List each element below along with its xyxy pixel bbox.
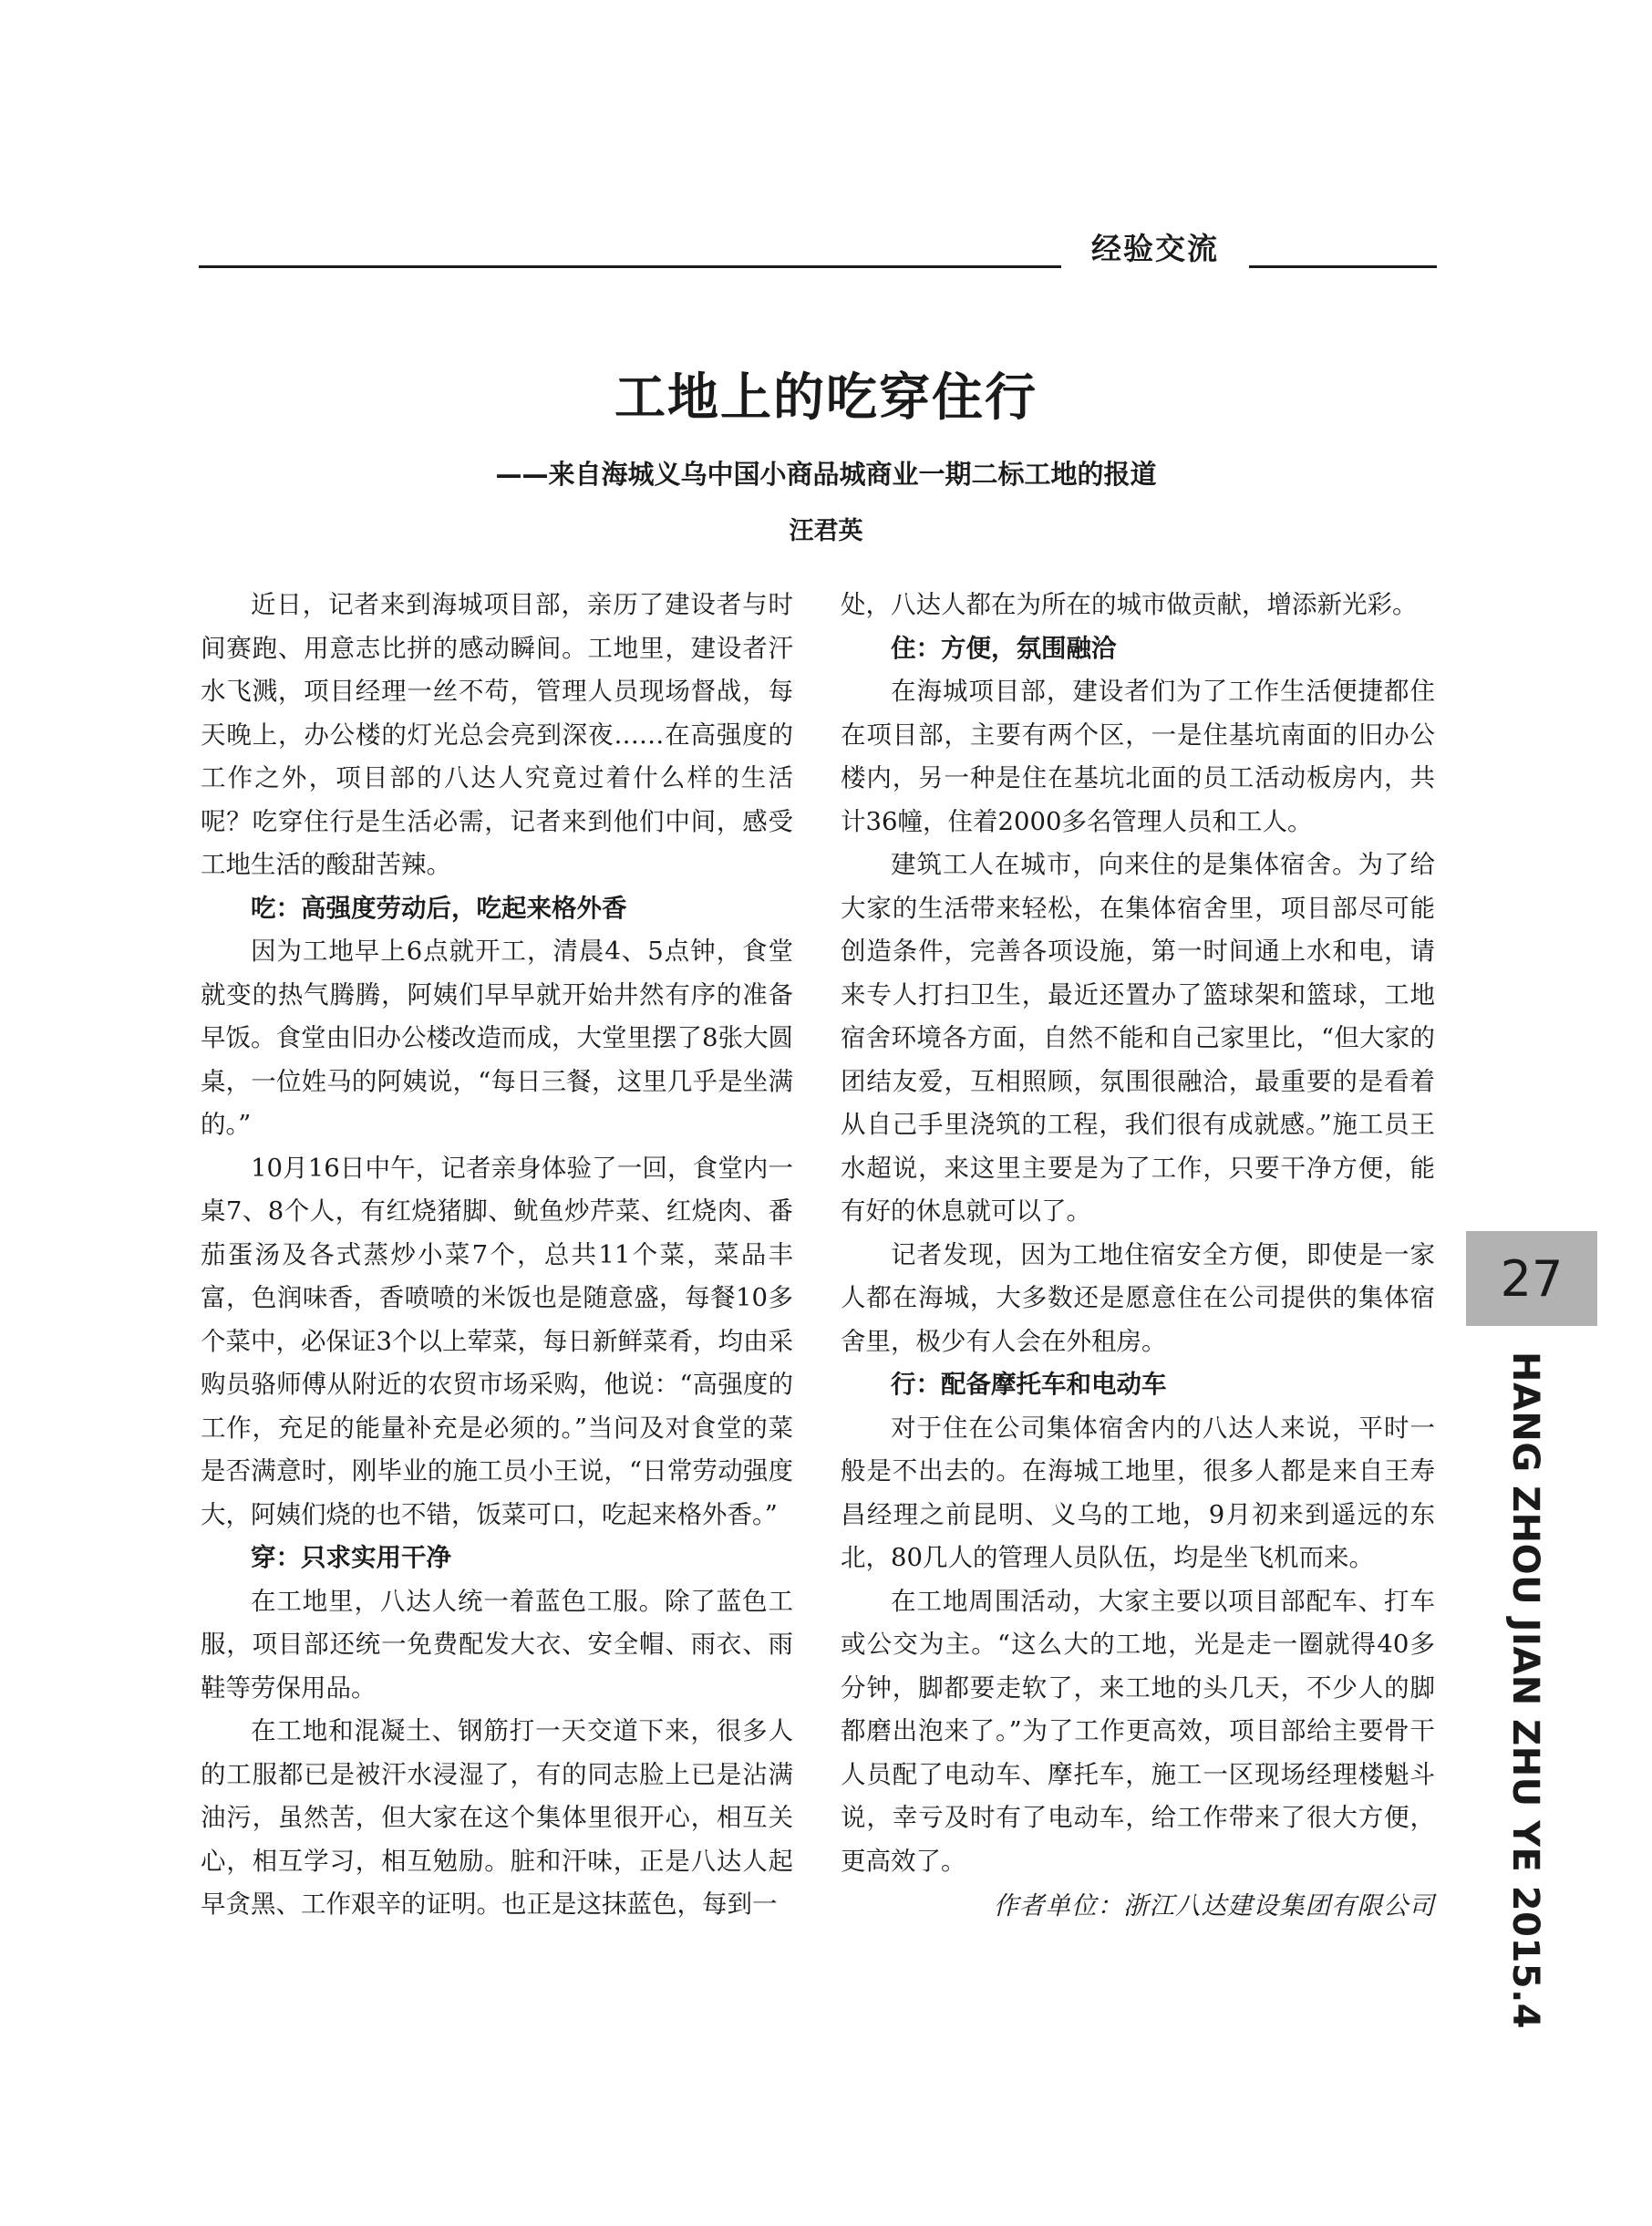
section-tag: 经验交流 bbox=[1091, 230, 1219, 266]
journal-running-title: HANG ZHOU JIAN ZHU YE 2015.4 bbox=[1504, 1351, 1546, 2030]
header-rule-left bbox=[199, 265, 1061, 268]
article-author: 汪君英 bbox=[789, 517, 863, 545]
article-title: 工地上的吃穿住行 bbox=[614, 368, 1038, 428]
article-subtitle: ——来自海城义乌中国小商品城商业一期二标工地的报道 bbox=[495, 459, 1157, 490]
paragraph: 对于住在公司集体宿舍内的八达人来说，平时一般是不出去的。在海城工地里，很多人都是来自王寿昌经理之前昆明、义乌的工地，9月初来到遥远的东北，80几人的管理人员队伍，均是坐飞机而来。 bbox=[841, 1413, 1435, 1572]
paragraph: 因为工地早上6点就开工，清晨4、5点钟，食堂就变的热气腾腾，阿姨们早早就开始井然有序的准备早饭。食堂由旧办公楼改造而成，大堂里摆了8张大圆桌，一位姓马的阿姨说，“每日三餐，这里几乎是坐满的。” bbox=[201, 937, 793, 1139]
author-affiliation: 作者单位：浙江八达建设集团有限公司 bbox=[993, 1891, 1435, 1921]
paragraph: 在工地和混凝土、钢筋打一天交道下来，很多人的工服都已是被汗水浸湿了，有的同志脸上已是沾满油污，虽然苦，但大家在这个集体里很开心，相互关心，相互学习，相互勉励。脏和汗味，正是八达人起早贪黑、工作艰辛的证明。也正是这抹蓝色，每到一 bbox=[201, 1716, 793, 1919]
section-heading-wear: 穿：只求实用干净 bbox=[251, 1543, 451, 1572]
paragraph: 记者发现，因为工地住宿安全方便，即使是一家人都在海城，大多数还是愿意住在公司提供的集体宿舍里，极少有人会在外租房。 bbox=[841, 1239, 1435, 1356]
header-rule-right bbox=[1249, 265, 1437, 268]
section-heading-live: 住：方便，氛围融洽 bbox=[891, 633, 1117, 663]
section-heading-travel: 行：配备摩托车和电动车 bbox=[891, 1370, 1167, 1399]
paragraph: 在工地周围活动，大家主要以项目部配车、打车或公交为主。“这么大的工地，光是走一圈就得40多分钟，脚都要走软了，来工地的头几天，不少人的脚都磨出泡来了。”为了工作更高效，项目部给主要骨干人员配了电动车、摩托车，施工一区现场经理楼魁斗说，幸亏及时有了电动车，给工作带来了很大方便，更高效了。 bbox=[841, 1586, 1435, 1876]
paragraph: 建筑工人在城市，向来住的是集体宿舍。为了给大家的生活带来轻松，在集体宿舍里，项目部尽可能创造条件，完善各项设施，第一时间通上水和电，请来专人打扫卫生，最近还置办了篮球架和篮球，工地宿舍环境各方面，自然不能和自己家里比，“但大家的团结友爱，互相照顾，氛围很融洽，最重要的是看着从自己手里浇筑的工程，我们很有成就感。”施工员王水超说，来这里主要是为了工作，只要干净方便，能有好的休息就可以了。 bbox=[841, 850, 1435, 1226]
right-column bbox=[841, 584, 1435, 1929]
paragraph: 在海城项目部，建设者们为了工作生活便捷都住在项目部，主要有两个区，一是住基坑南面的旧办公楼内，另一种是住在基坑北面的员工活动板房内，共计36幢，住着2000多名管理人员和工人。 bbox=[841, 677, 1435, 836]
paragraph: 近日，记者来到海城项目部，亲历了建设者与时间赛跑、用意志比拼的感动瞬间。工地里，建设者汗水飞溅，项目经理一丝不苟，管理人员现场督战，每天晚上，办公楼的灯光总会亮到深夜……在高强度的工作之外，项目部的八达人究竟过着什么样的生活呢？吃穿住行是生活必需，记者来到他们中间，感受工地生活的酸甜苦辣。 bbox=[201, 590, 793, 879]
page-number: 27 bbox=[1466, 1231, 1597, 1326]
left-column bbox=[201, 584, 793, 1927]
paragraph: 在工地里，八达人统一着蓝色工服。除了蓝色工服，项目部还统一免费配发大衣、安全帽、雨衣、雨鞋等劳保用品。 bbox=[201, 1586, 793, 1703]
paragraph-continued: 处，八达人都在为所在的城市做贡献，增添新光彩。 bbox=[841, 590, 1418, 619]
section-heading-eat: 吃：高强度劳动后，吃起来格外香 bbox=[251, 893, 627, 923]
paragraph: 10月16日中午，记者亲身体验了一回，食堂内一桌7、8个人，有红烧猪脚、鱿鱼炒芹菜、红烧肉、番茄蛋汤及各式蒸炒小菜7个，总共11个菜，菜品丰富，色润味香，香喷喷的米饭也是随意盛，每餐10多个菜中，必保证3个以上荤菜，每日新鲜菜肴，均由采购员骆师傅从附近的农贸市场采购，他说：“高强度的工作，充足的能量补充是必须的。”当问及对食堂的菜是否满意时，刚毕业的施工员小王说，“日常劳动强度大，阿姨们烧的也不错，饭菜可口，吃起来格外香。” bbox=[201, 1153, 793, 1529]
